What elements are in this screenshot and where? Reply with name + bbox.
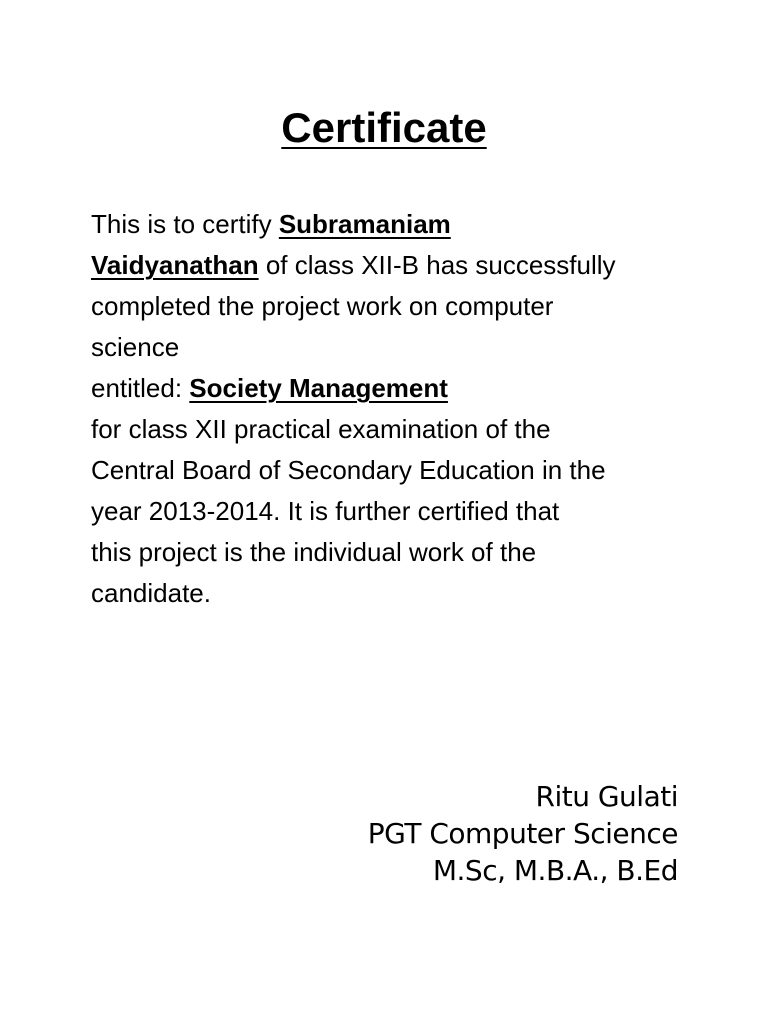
certificate-title xyxy=(0,100,768,156)
signatory-block xyxy=(368,778,678,889)
project-title: Society Management xyxy=(189,373,448,403)
body-line-3: completed the project work on computer xyxy=(91,291,554,321)
body-line-10: candidate. xyxy=(91,578,211,608)
signatory-name: Ritu Gulati xyxy=(535,780,678,813)
body-line-5 xyxy=(91,368,691,409)
class-text: of class XII-B has successfully xyxy=(258,250,616,280)
signatory-designation: PGT Computer Science xyxy=(367,817,678,850)
certificate-title-text: Certificate xyxy=(281,104,487,151)
body-line-6: for class XII practical examination of the xyxy=(91,414,551,444)
certify-intro-text: This is to certify xyxy=(91,209,279,239)
body-line-2 xyxy=(91,245,691,286)
body-line-9: this project is the individual work of the xyxy=(91,537,537,567)
body-line-7: Central Board of Secondary Education in the xyxy=(91,455,606,485)
student-last-name: Vaidyanathan xyxy=(91,250,259,280)
body-line-4: science xyxy=(91,332,180,362)
signatory-qualifications: M.Sc, M.B.A., B.Ed xyxy=(432,854,678,887)
certificate-body xyxy=(91,204,691,614)
body-line-8: year 2013-2014. It is further certified that xyxy=(91,496,560,526)
body-line-1 xyxy=(91,204,691,245)
student-first-name: Subramaniam xyxy=(278,209,451,239)
entitled-label: entitled: xyxy=(91,373,190,403)
